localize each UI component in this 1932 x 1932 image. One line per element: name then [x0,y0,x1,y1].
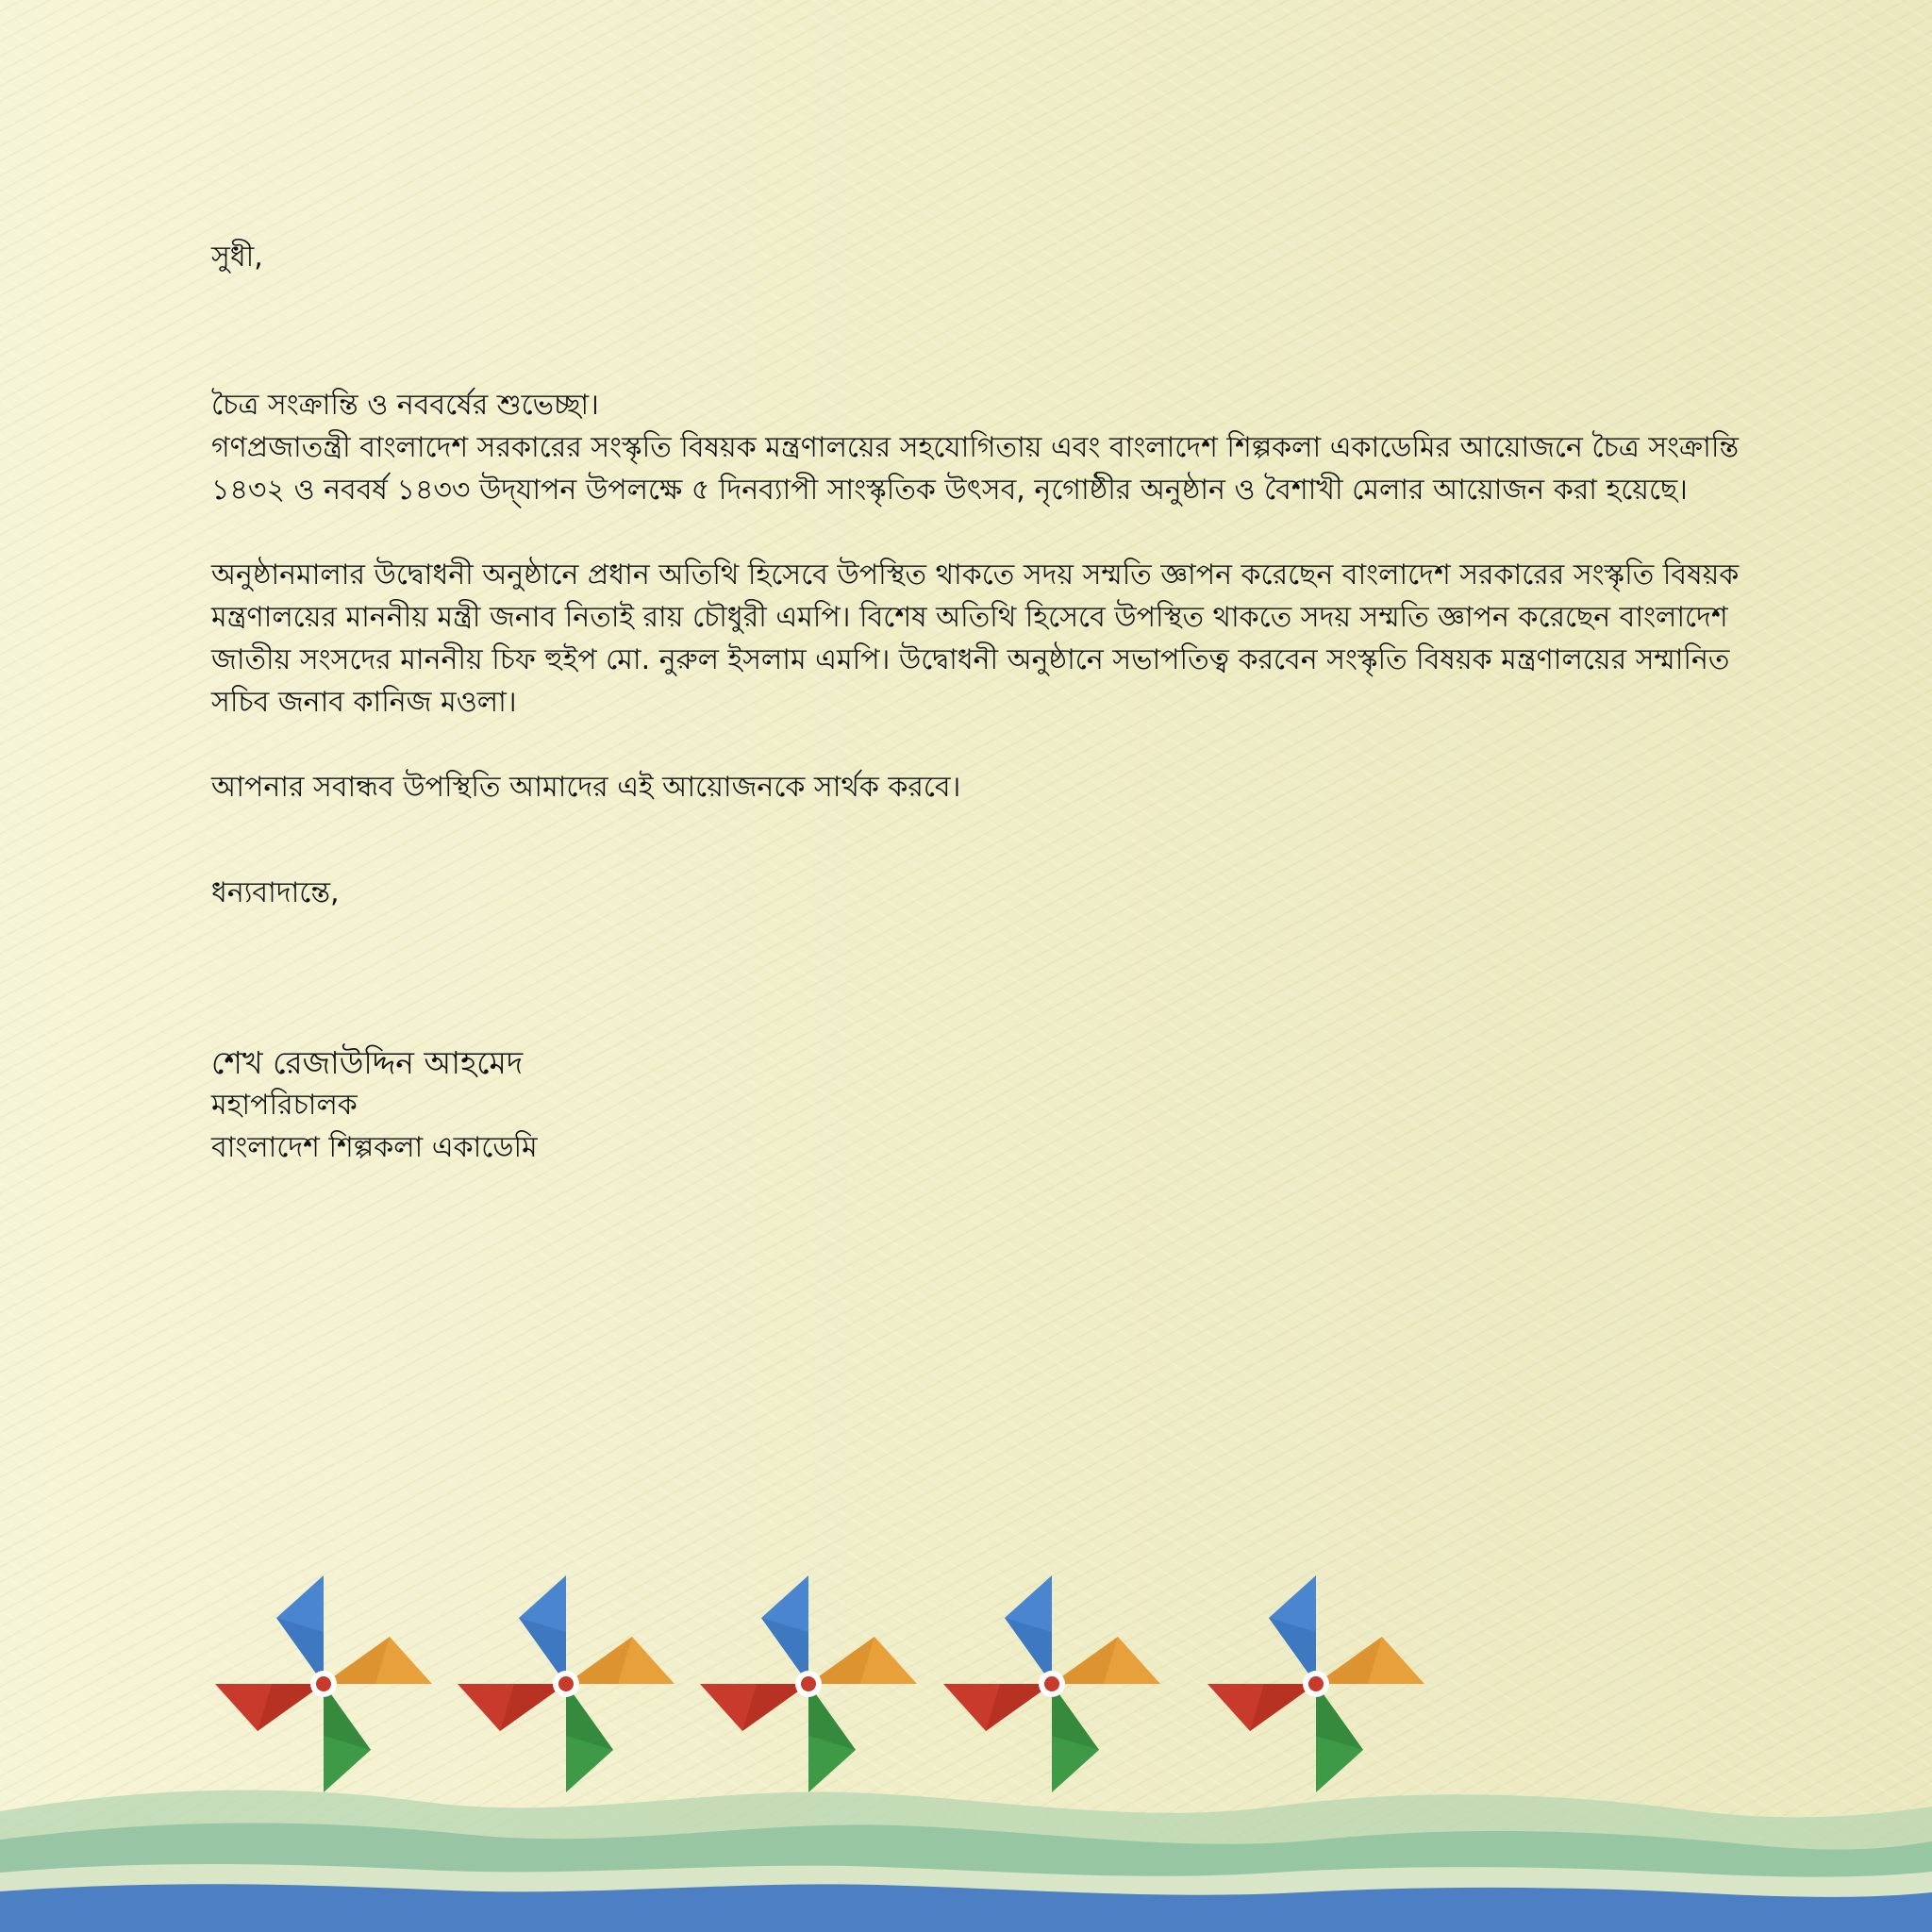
pinwheel-row [0,1566,1932,1802]
paragraph-guests: অনুষ্ঠানমালার উদ্বোধনী অনুষ্ঠানে প্রধান অতিথি হিসেবে উপস্থিত থাকতে সদয় সম্মতি জ্ঞাপন করেছেন বাংলাদেশ সরকারের সংস্কৃতি বিষয়ক মন্ত্রণালয়ের মাননীয় মন্ত্রী জনাব নিতাই রায় চৌধুরী এমপি। বিশেষ অতিথি হিসেবে উপস্থিত থাকতে সদয় সম্মতি জ্ঞাপন করেছেন বাংলাদেশ জাতীয় সংসদের মাননীয় চিফ হুইপ মো. নুরুল ইসলাম এমপি। উদ্বোধনী অনুষ্ঠানে সভাপতিত্ব করবেন সংস্কৃতি বিষয়ক মন্ত্রণালয়ের সম্মানিত সচিব জনাব কানিজ মওলা। [211,558,1740,719]
signatory-organization: বাংলাদেশ শিল্পকলা একাডেমি [211,1131,538,1164]
salutation: সুধী, [211,241,263,274]
signatory-title: মহাপরিচালক [211,1089,358,1122]
paragraph-event-announcement: গণপ্রজাতন্ত্রী বাংলাদেশ সরকারের সংস্কৃতি বিষয়ক মন্ত্রণালয়ের সহযোগিতায় এবং বাংলাদেশ শিল্পকলা একাডেমির আয়োজনে চৈত্র সংক্রান্তি ১৪৩২ ও নববর্ষ ১৪৩৩ উদ্‌যাপন উপলক্ষে ৫ দিনব্যাপী সাংস্কৃতিক উৎসব, নৃগোষ্ঠীর অনুষ্ঠান ও বৈশাখী মেলার আয়োজন করা হয়েছে। [211,431,1740,507]
pinwheel-icon [458,1575,675,1792]
pinwheel-icon [1208,1575,1424,1792]
pinwheel-icon [215,1575,432,1792]
greeting-line: চৈত্র সংক্রান্তি ও নববর্ষের শুভেচ্ছা। [211,389,599,422]
paragraph-invitation: আপনার সবান্ধব উপস্থিতি আমাদের এই আয়োজনকে সার্থক করবে। [211,771,961,804]
pinwheel-icon [943,1575,1160,1792]
decorative-waves [0,1774,1932,1932]
pinwheel-icon [700,1575,917,1792]
signatory-name: শেখ রেজাউদ্দিন আহমেদ [211,1044,524,1081]
letter-body [211,236,1777,1169]
closing-line: ধন্যবাদান্তে, [211,876,340,909]
